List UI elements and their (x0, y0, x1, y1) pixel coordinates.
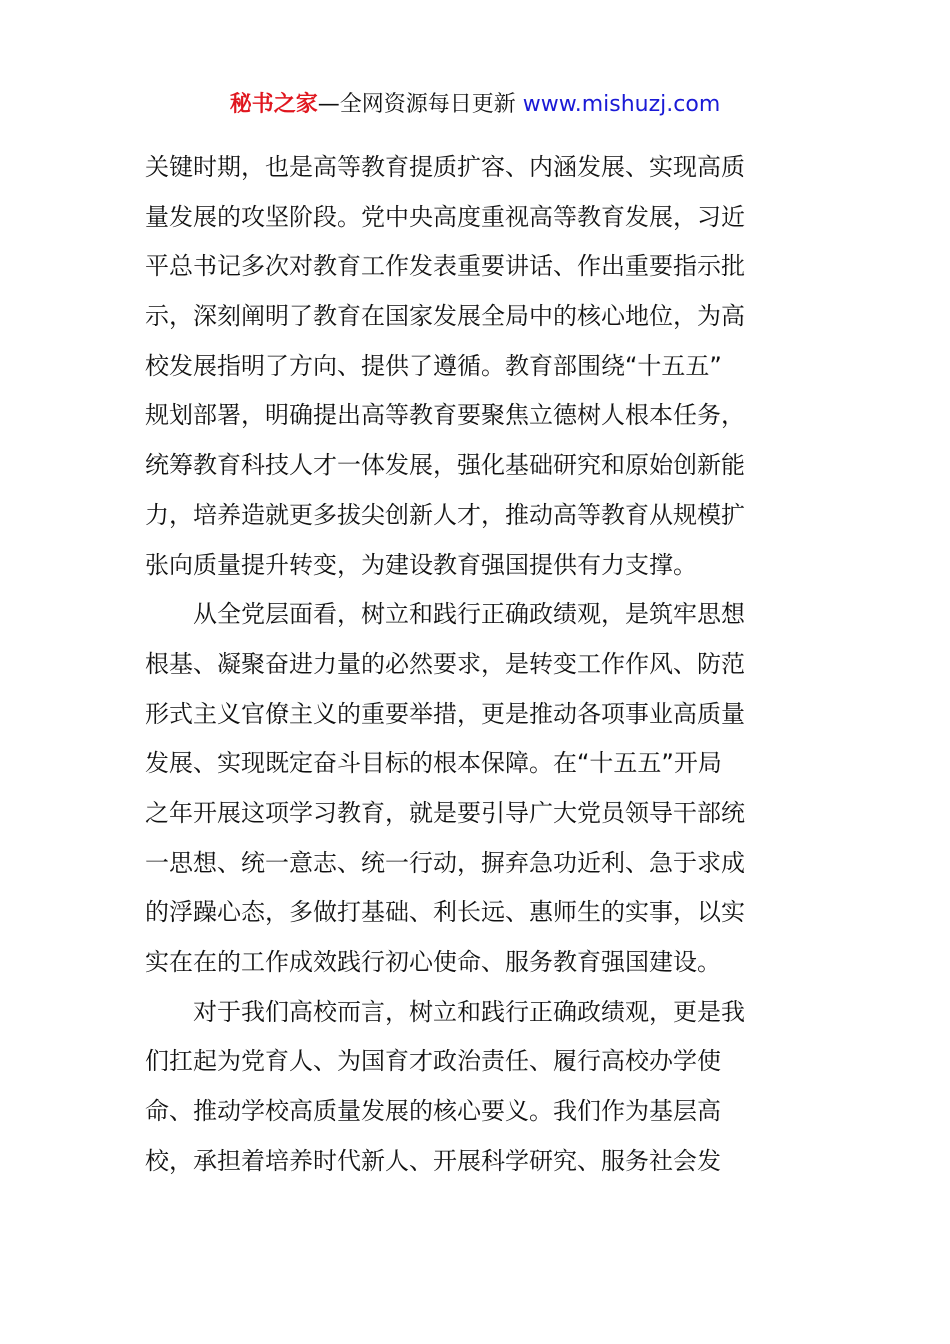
text-line: 校，承担着培养时代新人、开展科学研究、服务社会发 (145, 1146, 721, 1175)
site-header (0, 88, 950, 122)
text-line: 规划部署，明确提出高等教育要聚焦立德树人根本任务， (145, 401, 745, 430)
text-line: 发展、实现既定奋斗目标的根本保障。在“十五五”开局 (145, 749, 722, 778)
text-line: 示，深刻阐明了教育在国家发展全局中的核心地位，为高 (145, 302, 745, 331)
text-line: 校发展指明了方向、提供了遵循。教育部围绕“十五五” (145, 351, 722, 380)
text-line: 张向质量提升转变，为建设教育强国提供有力支撑。 (145, 550, 697, 579)
document-body (145, 143, 809, 1186)
text-line: 实在在的工作成效践行初心使命、服务教育强国建设。 (145, 948, 721, 976)
text-line: 统筹教育科技人才一体发展，强化基础研究和原始创新能 (145, 451, 745, 480)
text-line: 一思想、统一意志、统一行动，摒弃急功近利、急于求成 (145, 848, 745, 877)
text-line: 命、推动学校高质量发展的核心要义。我们作为基层高 (145, 1097, 721, 1126)
header-tagline: —全网资源每日更新 (317, 92, 523, 117)
paragraph-start-line: 从全党层面看，树立和践行正确政绩观，是筑牢思想 (193, 600, 745, 629)
text-line: 关键时期，也是高等教育提质扩容、内涵发展、实现高质 (145, 153, 745, 181)
text-line: 之年开展这项学习教育，就是要引导广大党员领导干部统 (145, 798, 745, 827)
text-line: 的浮躁心态，多做打基础、利长远、惠师生的实事，以实 (145, 898, 745, 927)
text-line: 根基、凝聚奋进力量的必然要求，是转变工作作风、防范 (145, 649, 745, 678)
text-line: 平总书记多次对教育工作发表重要讲话、作出重要指示批 (145, 252, 745, 281)
text-line: 量发展的攻坚阶段。党中央高度重视高等教育发展，习近 (145, 202, 745, 231)
text-line: 力，培养造就更多拔尖创新人才，推动高等教育从规模扩 (145, 500, 745, 529)
brand-name: 秘书之家 (229, 92, 318, 117)
paragraph-start-line: 对于我们高校而言，树立和践行正确政绩观，更是我 (193, 997, 745, 1026)
text-line: 们扛起为党育人、为国育才政治责任、履行高校办学使 (145, 1047, 721, 1076)
text-line: 形式主义官僚主义的重要举措，更是推动各项事业高质量 (145, 699, 745, 728)
site-url-link[interactable]: www.mishuzj.com (522, 92, 721, 117)
